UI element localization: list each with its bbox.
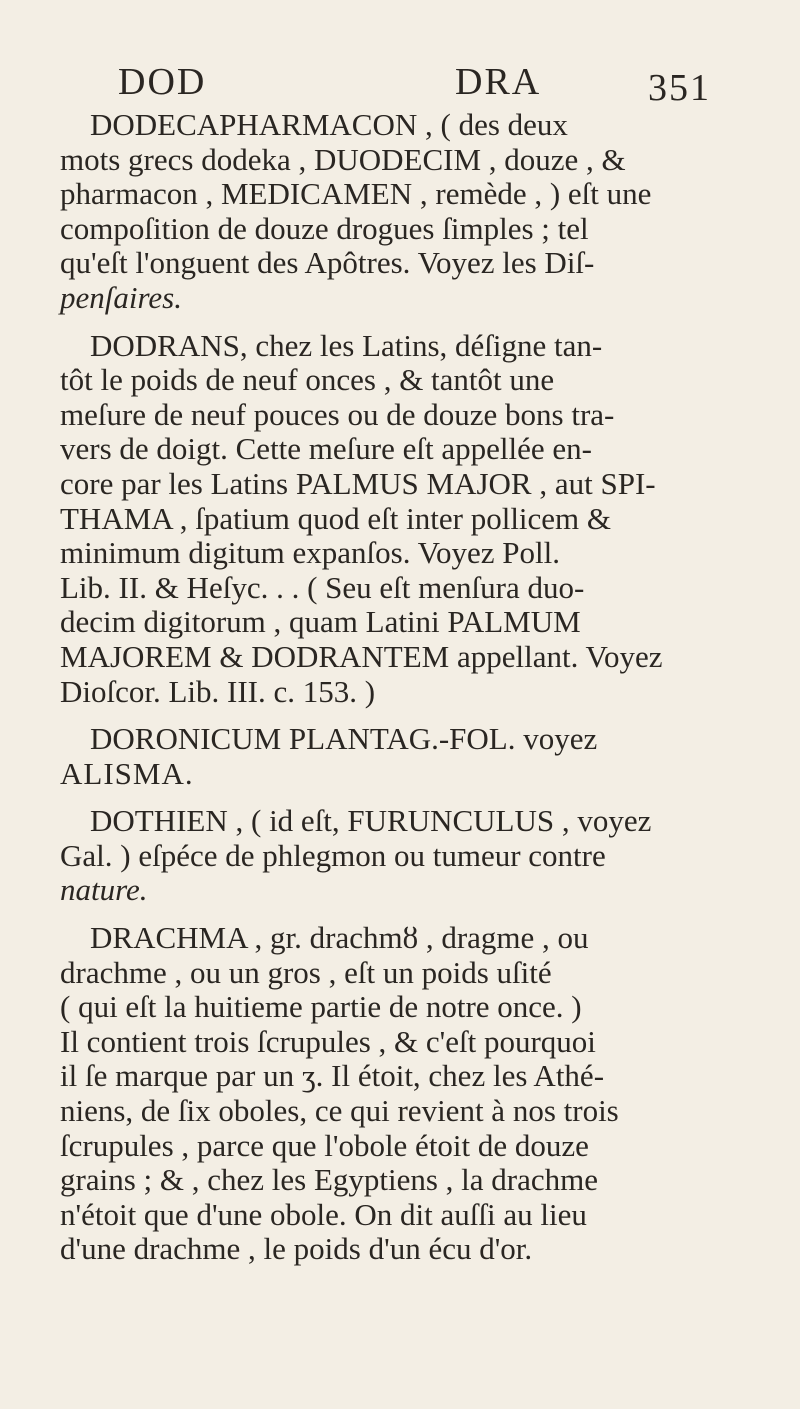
entry-line: mots grecs dodeka , DUODECIM , douze , &: [60, 141, 626, 177]
entry-line: decim digitorum , quam Latini PALMUM: [60, 604, 581, 640]
entry-line: DORONICUM PLANTAG.-FOL. voyez: [90, 721, 598, 757]
entry-line: minimum digitum expanſos. Voyez Poll.: [60, 535, 561, 571]
entry-line: drachme , ou un gros , eſt un poids uſité: [60, 954, 552, 990]
entry-line: qu'eſt l'onguent des Apôtres. Voyez les Diſ-: [60, 245, 595, 281]
page-number: 351: [648, 67, 711, 109]
entry-doronicum: [60, 722, 750, 791]
entry-line: penſaires.: [60, 279, 182, 315]
entry-line: core par les Latins PALMUS MAJOR , aut SPI-: [60, 465, 656, 501]
entry-line: grains ; & , chez les Egyptiens , la drachme: [60, 1162, 599, 1198]
entry-line: Dioſcor. Lib. III. c. 153. ): [60, 673, 376, 709]
entry-line: ſcrupules , parce que l'obole étoit de douze: [60, 1127, 589, 1163]
entry-line: Il contient trois ſcrupules , & c'eſt pourquoi: [60, 1023, 596, 1059]
entry-line: niens, de ſix oboles, ce qui revient à nos trois: [60, 1093, 619, 1129]
entry-line: DOTHIEN , ( id eſt, FURUNCULUS , voyez: [90, 803, 652, 839]
entry-line: meſure de neuf pouces ou de douze bons tra-: [60, 396, 615, 432]
entry-dodecapharmacon: [60, 108, 750, 316]
entry-line: nature.: [60, 872, 148, 908]
entry-line: il ſe marque par un ʒ. Il étoit, chez les Athé-: [60, 1058, 605, 1094]
entry-line: DODRANS, chez les Latins, déſigne tan-: [90, 327, 603, 363]
entry-line: pharmacon , MEDICAMEN , remède , ) eſt une: [60, 176, 652, 212]
entry-line: Gal. ) eſpéce de phlegmon ou tumeur contre: [60, 837, 606, 873]
header-right-guideword: DRA: [455, 61, 542, 103]
page-body: [60, 108, 750, 1280]
entry-line: n'étoit que d'une obole. On dit auſſi au lieu: [60, 1196, 587, 1232]
entry-line: vers de doigt. Cette meſure eſt appellée en-: [60, 431, 592, 467]
entry-dothien: [60, 804, 750, 908]
entry-line: tôt le poids de neuf onces , & tantôt une: [60, 362, 555, 398]
header-left-guideword: DOD: [118, 61, 207, 103]
entry-line: DODECAPHARMACON , ( des deux: [90, 107, 568, 142]
entry-line: compoſition de douze drogues ſimples ; tel: [60, 210, 589, 246]
entry-line: THAMA , ſpatium quod eſt inter pollicem &: [60, 500, 612, 536]
entry-line: DRACHMA , gr. drachmȣ , dragme , ou: [90, 920, 589, 956]
entry-dodrans: [60, 329, 750, 710]
entry-line: Lib. II. & Heſyc. . . ( Seu eſt menſura duo-: [60, 569, 585, 605]
entry-line: d'une drachme , le poids d'un écu d'or.: [60, 1231, 533, 1267]
entry-drachma: [60, 921, 750, 1267]
entry-line: ALISMA.: [60, 755, 194, 791]
entry-line: MAJOREM & DODRANTEM appellant. Voyez: [60, 638, 663, 674]
entry-line: ( qui eſt la huitieme partie de notre once. ): [60, 989, 582, 1025]
